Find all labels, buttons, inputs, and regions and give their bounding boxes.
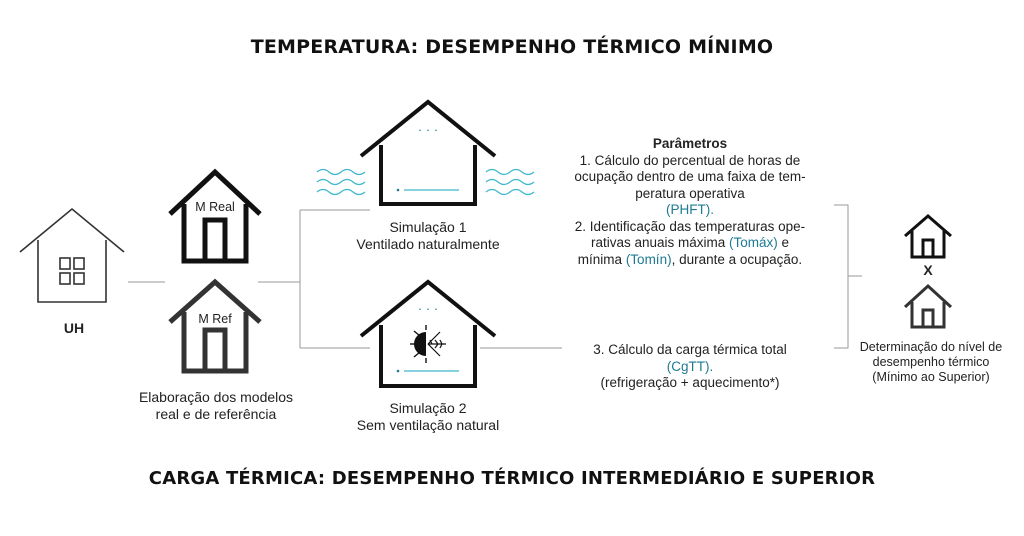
- p2-line2: [552, 235, 828, 252]
- sim2-dot: [397, 370, 400, 373]
- p3-line1: 3. Cálculo da carga térmica total: [593, 342, 787, 357]
- model-real-label: M Real: [195, 200, 235, 214]
- sim1-dots: · · ·: [417, 122, 439, 137]
- result-house-bottom-icon: [905, 286, 951, 327]
- result-caption-line3: (Mínimo ao Superior): [872, 370, 990, 384]
- p2-line3-text-a: mínima: [577, 251, 626, 267]
- result-house-top-icon: [905, 216, 951, 257]
- sim2-title: Simulação 2: [389, 400, 467, 416]
- uh-house-icon: [20, 209, 124, 302]
- p1-line1: 1. Cálculo do percentual de horas de: [579, 152, 801, 168]
- parameter3-block: [562, 342, 818, 392]
- result-caption-line1: Determinação do nível de: [859, 340, 1003, 354]
- models-caption-line1: Elaboração dos modelos: [138, 389, 294, 405]
- parameters-heading: Parâmetros: [652, 136, 728, 151]
- p1-abbr: (PHFT).: [666, 202, 714, 217]
- sim1-dot: [397, 189, 400, 192]
- sim1-caption: [333, 219, 523, 253]
- p2-line3: [552, 252, 828, 269]
- sim1-house-icon: [361, 102, 495, 204]
- p2-abbr-tomin: (Tomín): [625, 251, 672, 267]
- p2-line2-text-a: rativas anuais máxima: [590, 235, 730, 250]
- sim2-caption: [318, 400, 538, 434]
- p2-line2-text-b: e: [777, 235, 790, 250]
- models-caption-line2: real e de referência: [155, 406, 277, 422]
- sim1-subtitle: Ventilado naturalmente: [356, 236, 500, 252]
- p1-line2: ocupação dentro de uma faixa de tem-: [574, 169, 806, 184]
- result-caption-line2: desempenho térmico: [872, 355, 990, 369]
- sim2-dots: · · ·: [417, 301, 439, 316]
- p2-line1: 2. Identificação das temperaturas ope-: [574, 218, 806, 234]
- model-real-house-icon: [170, 172, 260, 261]
- parameters-block: [552, 136, 828, 268]
- wind-waves-left-icon: [317, 170, 365, 195]
- title-temperature: TEMPERATURA: DESEMPENHO TÉRMICO MÍNIMO: [250, 36, 774, 58]
- window-icon: [60, 258, 84, 284]
- title-thermal-load: CARGA TÉRMICA: DESEMPENHO TÉRMICO INTERMEDIÁRIO E SUPERIOR: [148, 468, 876, 489]
- heating-cooling-icon: [410, 325, 446, 363]
- p3-line3: (refrigeração + aquecimento*): [600, 375, 780, 390]
- result-caption: [852, 340, 1010, 385]
- p3-abbr: (CgTT).: [666, 358, 714, 374]
- p1-line3: peratura operativa: [635, 185, 745, 201]
- result-x-label: X: [923, 262, 933, 278]
- sim2-subtitle: Sem ventilação natural: [356, 417, 500, 433]
- model-ref-label: M Ref: [198, 312, 232, 326]
- p2-abbr-tomax: (Tomáx): [729, 235, 778, 250]
- p2-line3-text-b: , durante a ocupação.: [671, 251, 803, 267]
- wind-waves-right-icon: [486, 170, 534, 195]
- uh-label: UH: [63, 320, 85, 336]
- sim1-title: Simulação 1: [389, 219, 467, 235]
- models-caption: [121, 389, 311, 423]
